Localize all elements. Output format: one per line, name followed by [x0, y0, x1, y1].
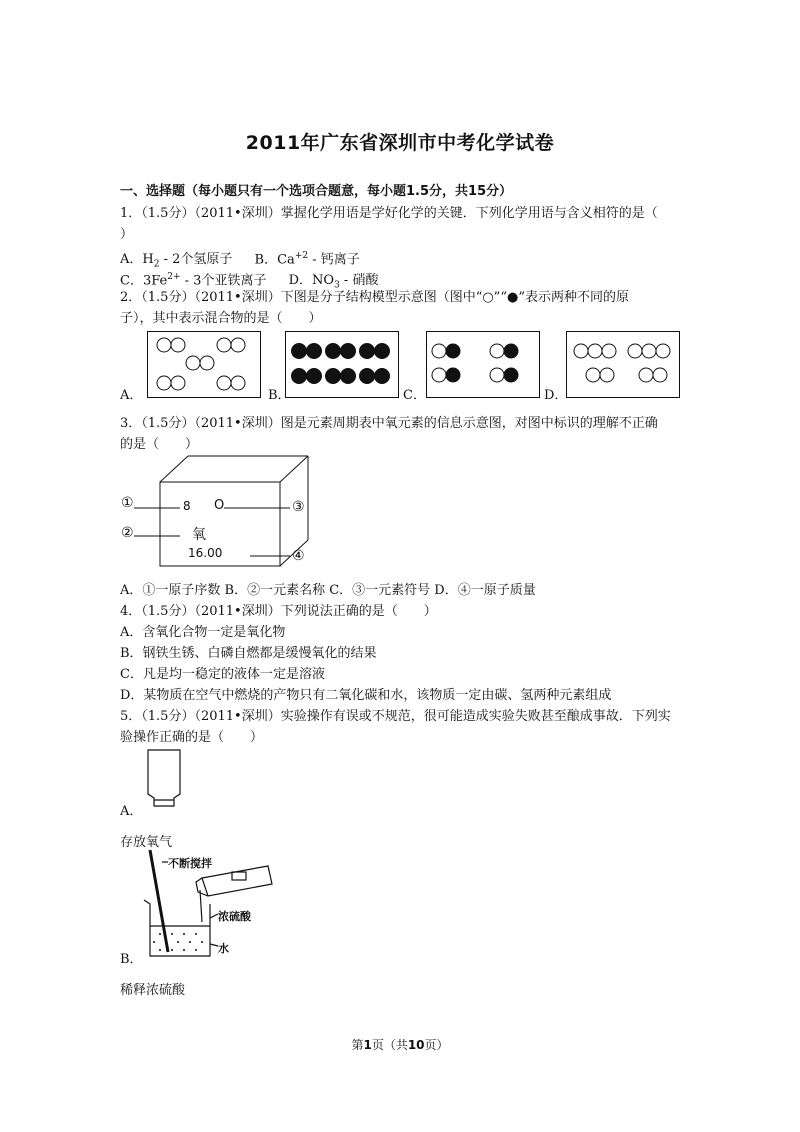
q1-stem: 1．（1.5分）（2011•深圳）掌握化学用语是学好化学的关键．下列化学用语与含义相符的是（ — [120, 206, 658, 221]
q2-diagram-c — [426, 331, 541, 399]
q4-option-a: A．含氧化合物一定是氧化物 — [120, 625, 286, 640]
current-page-number: 1 — [363, 1038, 372, 1052]
total-page-count: 10 — [407, 1038, 425, 1052]
q5-stem: 5．（1.5分）（2011•深圳）实验操作有误或不规范，很可能造成实验失败甚至酿成事故．下列实 — [120, 709, 671, 724]
q5-caption-a: 存放氧气 — [120, 835, 173, 850]
q3-mark-2: ② — [121, 525, 134, 541]
q4-option-d: D．某物质在空气中燃烧的产物只有二氧化碳和水，该物质一定由碳、氢两种元素组成 — [120, 688, 612, 703]
q2-label-b: B． — [268, 388, 291, 403]
q5-gas-bottle-image — [140, 748, 190, 810]
q1-stem-cont: ） — [120, 227, 134, 242]
q1-option-b: B．$Ca^{+2}$ - 钙离子 — [254, 251, 360, 268]
q1-option-d: D．$NO_3$ - 硝酸 — [288, 273, 379, 291]
q2-stem-cont: 子），其中表示混合物的是（ ） — [120, 311, 322, 326]
q3-element-symbol: O — [214, 498, 225, 513]
q3-atomic-mass: 16.00 — [188, 546, 223, 560]
q2-diagram-b — [285, 331, 400, 399]
q5-water-label: 水 — [218, 942, 229, 955]
q3-atomic-number: 8 — [183, 499, 191, 513]
q2-label-a: A． — [120, 388, 143, 403]
page-footer: 第1页（共10页） — [351, 1038, 449, 1052]
q5-acid-label: 浓硫酸 — [218, 910, 251, 923]
q3-stem: 3．（1.5分）（2011•深圳）图是元素周期表中氧元素的信息示意图，对图中标识的理解不正确 — [120, 416, 658, 431]
q5-label-a: A． — [120, 804, 143, 819]
q3-element-name: 氧 — [192, 527, 206, 543]
page-title: 2011年广东省深圳市中考化学试卷 — [245, 132, 555, 154]
q4-option-c: C．凡是均一稳定的液体一定是溶液 — [120, 667, 325, 682]
section-heading: 一、选择题（每小题只有一个选项合题意，每小题1.5分，共15分） — [120, 184, 513, 199]
q5-caption-b: 稀释浓硫酸 — [120, 983, 186, 998]
q4-stem: 4．（1.5分）（2011•深圳）下列说法正确的是（ ） — [120, 604, 437, 619]
q3-stem-cont: 的是（ ） — [120, 437, 199, 452]
q2-stem: 2．（1.5分）（2011•深圳）下图是分子结构模型示意图（图中“○”“●”表示两种不同的原 — [120, 290, 629, 305]
q3-mark-1: ① — [121, 495, 134, 511]
q1-option-c: C．$3Fe^{2+} - 3$个亚铁离子 — [120, 272, 267, 289]
q3-mark-4: ④ — [292, 548, 305, 564]
q3-mark-3: ③ — [292, 499, 305, 515]
q2-label-c: C． — [403, 388, 426, 403]
q5-stem-cont: 验操作正确的是（ ） — [120, 730, 264, 745]
q2-label-d: D． — [544, 388, 568, 403]
q5-stir-label: 不断搅拌 — [168, 857, 212, 870]
q3-options: A．①一原子序数 B．②一元素名称 C．③一元素符号 D．④一原子质量 — [120, 583, 536, 598]
q5-label-b: B． — [120, 952, 143, 967]
q5-dilution-image — [140, 848, 290, 964]
q1-option-a: A．$H_2 - 2$个氢原子 — [120, 252, 233, 270]
q2-diagram-d — [566, 331, 681, 399]
q2-diagram-a — [147, 331, 262, 399]
q4-option-b: B．钢铁生锈、白磷自燃都是缓慢氧化的结果 — [120, 646, 377, 661]
